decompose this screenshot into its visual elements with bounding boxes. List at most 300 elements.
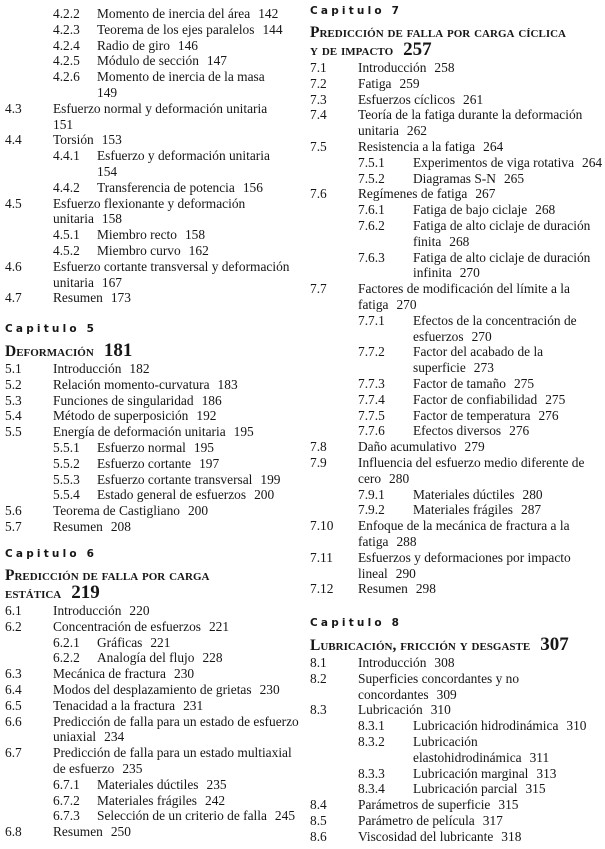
entry-title: fatiga xyxy=(358,296,389,312)
page-number: 151 xyxy=(53,116,74,132)
section-number: 7.7.2 xyxy=(358,344,385,360)
entry-line xyxy=(97,53,300,69)
toc-entry xyxy=(0,393,300,409)
page-number: 276 xyxy=(538,407,559,423)
entry-title: Esfuerzo flexionante y deformación xyxy=(53,195,246,211)
toc-entry xyxy=(305,218,605,250)
toc-entry xyxy=(0,824,300,840)
entry-line xyxy=(97,22,300,38)
chapter-title-line xyxy=(310,636,605,654)
section-number: 7.9 xyxy=(310,454,327,470)
toc-entry xyxy=(0,682,300,698)
entry-title: Regímenes de fatiga xyxy=(358,186,468,202)
page-number: 220 xyxy=(129,603,150,618)
page-number: 235 xyxy=(122,760,143,776)
entry-title: Parámetro de película xyxy=(358,812,475,828)
page-number: 245 xyxy=(274,808,296,824)
entry-line xyxy=(53,259,300,275)
page-number: 270 xyxy=(471,328,492,344)
section-number: 5.5.4 xyxy=(53,487,80,503)
entry-line xyxy=(97,777,300,793)
entry-line xyxy=(358,581,605,597)
entry-line xyxy=(53,519,300,535)
toc-entry xyxy=(305,250,605,282)
chapter-title-text: Predicción de falla por carga cíclica xyxy=(310,24,566,41)
toc-entry xyxy=(0,243,300,259)
chapter-page: 307 xyxy=(540,634,569,655)
section-number: 7.6.2 xyxy=(358,217,385,233)
section-number: 4.5 xyxy=(5,195,22,211)
chapter-title-text: Lubricación, fricción y desgaste xyxy=(310,637,531,654)
chapter-title-text: Predicción de falla por carga xyxy=(5,567,210,584)
section-number: 7.5 xyxy=(310,138,327,154)
toc-entry xyxy=(0,361,300,377)
toc-entry xyxy=(305,655,605,671)
entry-line xyxy=(97,650,300,666)
entry-line xyxy=(358,550,605,566)
section-number: 4.5.1 xyxy=(53,227,80,243)
entry-title: elastohidrodinámica xyxy=(413,749,522,765)
toc-entry xyxy=(0,408,300,424)
entry-line xyxy=(97,487,300,503)
section-number: 7.6.3 xyxy=(358,249,385,265)
page-number: 261 xyxy=(463,91,484,107)
entry-title: Selección de un criterio de falla xyxy=(97,808,267,824)
page-number: 167 xyxy=(101,274,122,290)
page-number: 280 xyxy=(389,470,410,486)
section-number: 6.6 xyxy=(5,713,22,729)
entry-line xyxy=(97,164,300,180)
entry-title: Esfuerzos cíclicos xyxy=(358,91,456,107)
page-number: 200 xyxy=(187,503,209,519)
entry-line xyxy=(358,281,605,297)
entry-line xyxy=(53,361,300,377)
entry-line xyxy=(413,234,605,250)
section-number: 7.6 xyxy=(310,186,327,202)
entry-title: Teorema de Castigliano xyxy=(53,503,180,519)
entry-title: Superficies concordantes y no xyxy=(358,670,520,686)
entry-line xyxy=(413,766,605,782)
entry-line xyxy=(358,60,605,76)
section-number: 7.8 xyxy=(310,439,327,455)
entry-title: Materiales frágiles xyxy=(413,502,514,518)
section-number: 5.2 xyxy=(5,376,22,392)
entry-title: Materiales dúctiles xyxy=(413,486,515,502)
toc-entry xyxy=(0,808,300,824)
entry-title: Teorema de los ejes paralelos xyxy=(97,21,255,37)
entry-title: Materiales frágiles xyxy=(97,792,198,808)
entry-line xyxy=(97,456,300,472)
entry-line xyxy=(53,377,300,393)
page-number: 298 xyxy=(415,581,436,597)
toc-entry xyxy=(305,671,605,703)
toc-left-column xyxy=(0,0,300,849)
entry-line xyxy=(413,218,605,234)
entry-line xyxy=(53,424,300,440)
toc-entry xyxy=(0,635,300,651)
section-number: 7.7.6 xyxy=(358,423,385,439)
entry-title: Lubricación marginal xyxy=(413,765,529,781)
entry-title: concordantes xyxy=(358,686,429,702)
page-number: 242 xyxy=(205,792,226,808)
entry-title: Factor de tamaño xyxy=(413,375,506,391)
section-number: 6.7.2 xyxy=(53,792,80,808)
entry-line xyxy=(358,518,605,534)
entry-title: Lubricación xyxy=(358,702,423,718)
page-number: 275 xyxy=(513,375,535,391)
chapter-title xyxy=(305,24,605,59)
page-number: 221 xyxy=(150,634,171,650)
toc-entry xyxy=(0,38,300,54)
page-number: 270 xyxy=(459,265,480,281)
entry-line xyxy=(358,76,605,92)
section-number: 8.6 xyxy=(310,828,327,844)
toc-entry xyxy=(0,456,300,472)
toc-entry xyxy=(305,439,605,455)
toc-entry xyxy=(0,472,300,488)
section-number: 8.4 xyxy=(310,797,327,813)
entry-title: Teoría de la fatiga durante la deformación xyxy=(358,107,583,123)
entry-title: unitaria xyxy=(358,123,399,139)
page-number: 183 xyxy=(217,376,238,392)
entry-title: Esfuerzo cortante xyxy=(97,455,192,471)
toc-entry xyxy=(305,107,605,139)
entry-line xyxy=(413,750,605,766)
chapter-label: Capitulo 6 xyxy=(5,548,98,560)
entry-title: Factor de temperatura xyxy=(413,407,531,423)
page-number: 268 xyxy=(535,202,556,218)
entry-title: Factor de confiabilidad xyxy=(413,391,538,407)
chapter-section xyxy=(0,547,300,840)
section-number: 7.9.2 xyxy=(358,502,385,518)
section-number: 4.4 xyxy=(5,132,22,148)
entry-line xyxy=(53,619,300,635)
section-number: 4.2.5 xyxy=(53,53,80,69)
page-number: 158 xyxy=(101,211,122,227)
section-number: 6.7 xyxy=(5,745,22,761)
section-number: 7.12 xyxy=(310,581,334,597)
entry-line xyxy=(53,682,300,698)
entry-title: Lubricación parcial xyxy=(413,781,518,797)
toc-entry xyxy=(305,171,605,187)
toc-entry xyxy=(0,745,300,777)
toc-entry xyxy=(305,344,605,376)
page-number: 149 xyxy=(97,84,118,100)
entry-title: uniaxial xyxy=(53,729,97,745)
page-number: 267 xyxy=(475,186,496,202)
entry-line xyxy=(413,171,605,187)
entry-title: Experimentos de viga rotativa xyxy=(413,154,575,170)
toc-entry xyxy=(305,313,605,345)
chapter-label: Capitulo 8 xyxy=(310,617,403,629)
toc-entry xyxy=(305,781,605,797)
entry-title: Concentración de esfuerzos xyxy=(53,618,201,634)
section-number: 5.5.1 xyxy=(53,439,80,455)
entry-line xyxy=(358,671,605,687)
page-number: 287 xyxy=(521,502,542,518)
entry-line xyxy=(53,408,300,424)
section-number: 8.3 xyxy=(310,702,327,718)
page-number: 290 xyxy=(395,565,416,581)
chapter-title-line xyxy=(5,342,300,360)
page-number: 288 xyxy=(396,533,417,549)
entry-title: Viscosidad del lubricante xyxy=(358,828,494,844)
entry-line xyxy=(358,186,605,202)
section-number: 8.5 xyxy=(310,812,327,828)
toc-entry xyxy=(0,503,300,519)
entry-title: cero xyxy=(358,470,382,486)
toc-entry xyxy=(305,797,605,813)
section-number: 5.5 xyxy=(5,424,22,440)
entry-title: Fatiga de bajo ciclaje xyxy=(413,202,528,218)
chapter-title-line xyxy=(310,41,605,59)
section-number: 4.2.2 xyxy=(53,6,80,21)
section-number: 5.5.2 xyxy=(53,455,80,471)
toc-entry xyxy=(305,376,605,392)
page-number: 279 xyxy=(464,439,485,455)
page-number: 200 xyxy=(254,487,275,503)
toc-entry xyxy=(305,502,605,518)
entry-line xyxy=(53,603,300,619)
entry-line xyxy=(53,290,300,306)
page-number: 275 xyxy=(545,391,566,407)
page-number: 308 xyxy=(434,655,455,670)
page-number: 264 xyxy=(483,138,504,154)
entry-line xyxy=(413,502,605,518)
chapter-page: 257 xyxy=(403,39,432,60)
page-number: 310 xyxy=(566,718,587,734)
entry-title: Efectos diversos xyxy=(413,423,502,439)
entry-line xyxy=(413,734,605,750)
entry-line xyxy=(53,824,300,840)
entry-line xyxy=(358,813,605,829)
entry-title: Factores de modificación del límite a la xyxy=(358,281,570,297)
entry-title: Parámetros de superficie xyxy=(358,797,491,813)
page-number: 154 xyxy=(97,163,118,179)
toc-entry xyxy=(305,76,605,92)
entry-line xyxy=(413,202,605,218)
page-number: 315 xyxy=(525,781,546,797)
page-number: 142 xyxy=(258,6,279,21)
toc-entry xyxy=(0,777,300,793)
section-number: 6.4 xyxy=(5,681,22,697)
page-number: 208 xyxy=(110,518,131,534)
entry-title: Predicción de falla para un estado multiaxial xyxy=(53,745,292,761)
section-number: 4.2.3 xyxy=(53,21,80,37)
entry-line xyxy=(358,297,605,313)
section-number: 6.3 xyxy=(5,666,22,682)
section-number: 7.7.1 xyxy=(358,312,385,328)
toc-entry xyxy=(305,702,605,718)
entry-line xyxy=(413,423,605,439)
entry-title: Resumen xyxy=(53,824,103,840)
toc-entry xyxy=(305,155,605,171)
entry-title: Esfuerzo cortante transversal xyxy=(97,471,253,487)
entry-title: Relación momento-curvatura xyxy=(53,376,210,392)
toc-entry xyxy=(305,186,605,202)
entry-title: Modos del desplazamiento de grietas xyxy=(53,681,252,697)
entry-line xyxy=(97,6,300,22)
page-number: 146 xyxy=(177,37,198,53)
section-number: 6.7.3 xyxy=(53,808,80,824)
entry-line xyxy=(97,85,300,101)
page-number: 317 xyxy=(482,812,503,828)
section-number: 4.2.4 xyxy=(53,37,80,53)
entry-line xyxy=(413,313,605,329)
entry-line xyxy=(358,123,605,139)
toc-entry xyxy=(0,666,300,682)
entry-line xyxy=(53,698,300,714)
chapter-section xyxy=(0,322,300,535)
section-number: 8.3.1 xyxy=(358,718,385,734)
page-number: 235 xyxy=(206,776,227,792)
entry-title: Método de superposición xyxy=(53,408,189,424)
page-number: 197 xyxy=(199,455,220,471)
chapter-title-text: estática xyxy=(5,585,62,602)
entry-title: Introducción xyxy=(53,361,122,376)
entry-line xyxy=(358,455,605,471)
section-number: 4.3 xyxy=(5,100,22,116)
toc-entry xyxy=(0,227,300,243)
section-number: 7.7.4 xyxy=(358,391,385,407)
page-number: 231 xyxy=(183,697,204,713)
section-number: 4.2.6 xyxy=(53,69,80,85)
entry-line xyxy=(53,666,300,682)
page-number: 186 xyxy=(201,392,222,408)
entry-line xyxy=(97,180,300,196)
entry-title: Esfuerzo normal xyxy=(97,439,186,455)
section-number: 4.5.2 xyxy=(53,242,80,258)
entry-line xyxy=(358,471,605,487)
entry-title: Miembro recto xyxy=(97,227,177,243)
entry-line xyxy=(358,566,605,582)
entry-line xyxy=(413,265,605,281)
entry-title: Estado general de esfuerzos xyxy=(97,487,247,503)
entry-line xyxy=(97,440,300,456)
toc-entry xyxy=(0,6,300,22)
entry-line xyxy=(97,243,300,259)
entry-line xyxy=(358,107,605,123)
entry-line xyxy=(358,702,605,718)
entry-title: Enfoque de la mecánica de fractura a la xyxy=(358,518,570,534)
toc-entry xyxy=(0,259,300,291)
toc-entry xyxy=(0,424,300,440)
entry-title: finita xyxy=(413,233,442,249)
page-number: 262 xyxy=(406,123,427,139)
entry-title: Tenacidad a la fractura xyxy=(53,697,176,713)
entry-line xyxy=(97,793,300,809)
section-number: 7.6.1 xyxy=(358,202,385,218)
page-number: 280 xyxy=(522,486,543,502)
entry-title: Lubricación xyxy=(413,733,478,749)
toc-entry xyxy=(305,487,605,503)
entry-title: Diagramas S-N xyxy=(413,170,496,186)
entry-line xyxy=(53,132,300,148)
toc-entry xyxy=(305,408,605,424)
page-number: 182 xyxy=(129,361,150,376)
entry-line xyxy=(413,781,605,797)
toc-entry xyxy=(305,734,605,766)
section-number: 5.6 xyxy=(5,503,22,519)
page-number: 315 xyxy=(498,797,519,813)
section-number: 7.5.1 xyxy=(358,154,385,170)
entry-title: Miembro curvo xyxy=(97,242,181,258)
entry-line xyxy=(97,38,300,54)
chapter-title-line xyxy=(310,24,605,41)
toc-entry xyxy=(0,196,300,228)
section-number: 7.10 xyxy=(310,518,334,534)
toc-entry xyxy=(0,603,300,619)
entry-title: Fatiga de alto ciclaje de duración xyxy=(413,249,591,265)
entry-title: Gráficas xyxy=(97,634,143,650)
section-number: 7.7 xyxy=(310,281,327,297)
section-number: 4.6 xyxy=(5,258,22,274)
entry-line xyxy=(413,392,605,408)
entry-title: Fatiga de alto ciclaje de duración xyxy=(413,217,591,233)
section-number: 8.3.3 xyxy=(358,765,385,781)
section-number: 8.2 xyxy=(310,670,327,686)
toc-entry xyxy=(0,487,300,503)
toc-entry xyxy=(0,22,300,38)
page-number: 162 xyxy=(188,242,209,258)
toc-entry xyxy=(0,132,300,148)
section-number: 5.1 xyxy=(5,361,22,376)
toc-entry xyxy=(305,92,605,108)
toc-entry xyxy=(305,581,605,597)
entry-line xyxy=(97,472,300,488)
entry-title: Efectos de la concentración de xyxy=(413,312,577,328)
chapter-section xyxy=(305,616,605,845)
entry-title: unitaria xyxy=(53,211,94,227)
toc-entry xyxy=(0,101,300,133)
entry-title: Torsión xyxy=(53,132,94,148)
page-number: 228 xyxy=(202,650,223,666)
page-number: 234 xyxy=(104,729,125,745)
toc-entry xyxy=(0,793,300,809)
entry-title: Introducción xyxy=(358,60,427,75)
entry-title: Analogía del flujo xyxy=(97,650,195,666)
entry-line xyxy=(358,655,605,671)
entry-title: lineal xyxy=(358,565,388,581)
entry-line xyxy=(413,155,605,171)
toc-entry xyxy=(305,423,605,439)
toc-entry xyxy=(305,829,605,845)
toc-entry xyxy=(305,60,605,76)
section-number: 5.4 xyxy=(5,408,22,424)
page-number: 270 xyxy=(396,296,417,312)
toc-right-column xyxy=(305,0,605,849)
entry-line xyxy=(53,211,300,227)
entry-title: superficie xyxy=(413,360,466,376)
page-number: 268 xyxy=(449,233,470,249)
entry-line xyxy=(413,250,605,266)
page-number: 273 xyxy=(473,360,494,376)
entry-line xyxy=(53,196,300,212)
section-number: 6.5 xyxy=(5,697,22,713)
entry-title: Fatiga xyxy=(358,75,392,91)
entry-line xyxy=(53,503,300,519)
page-number: 311 xyxy=(529,749,550,765)
entry-title: Resistencia a la fatiga xyxy=(358,138,476,154)
page-number: 318 xyxy=(501,828,522,844)
entry-line xyxy=(53,275,300,291)
page-number: 156 xyxy=(242,179,263,195)
section-number: 7.1 xyxy=(310,60,327,75)
toc-entry xyxy=(305,202,605,218)
page-number: 230 xyxy=(259,681,280,697)
toc-entry xyxy=(0,69,300,101)
entry-line xyxy=(413,360,605,376)
